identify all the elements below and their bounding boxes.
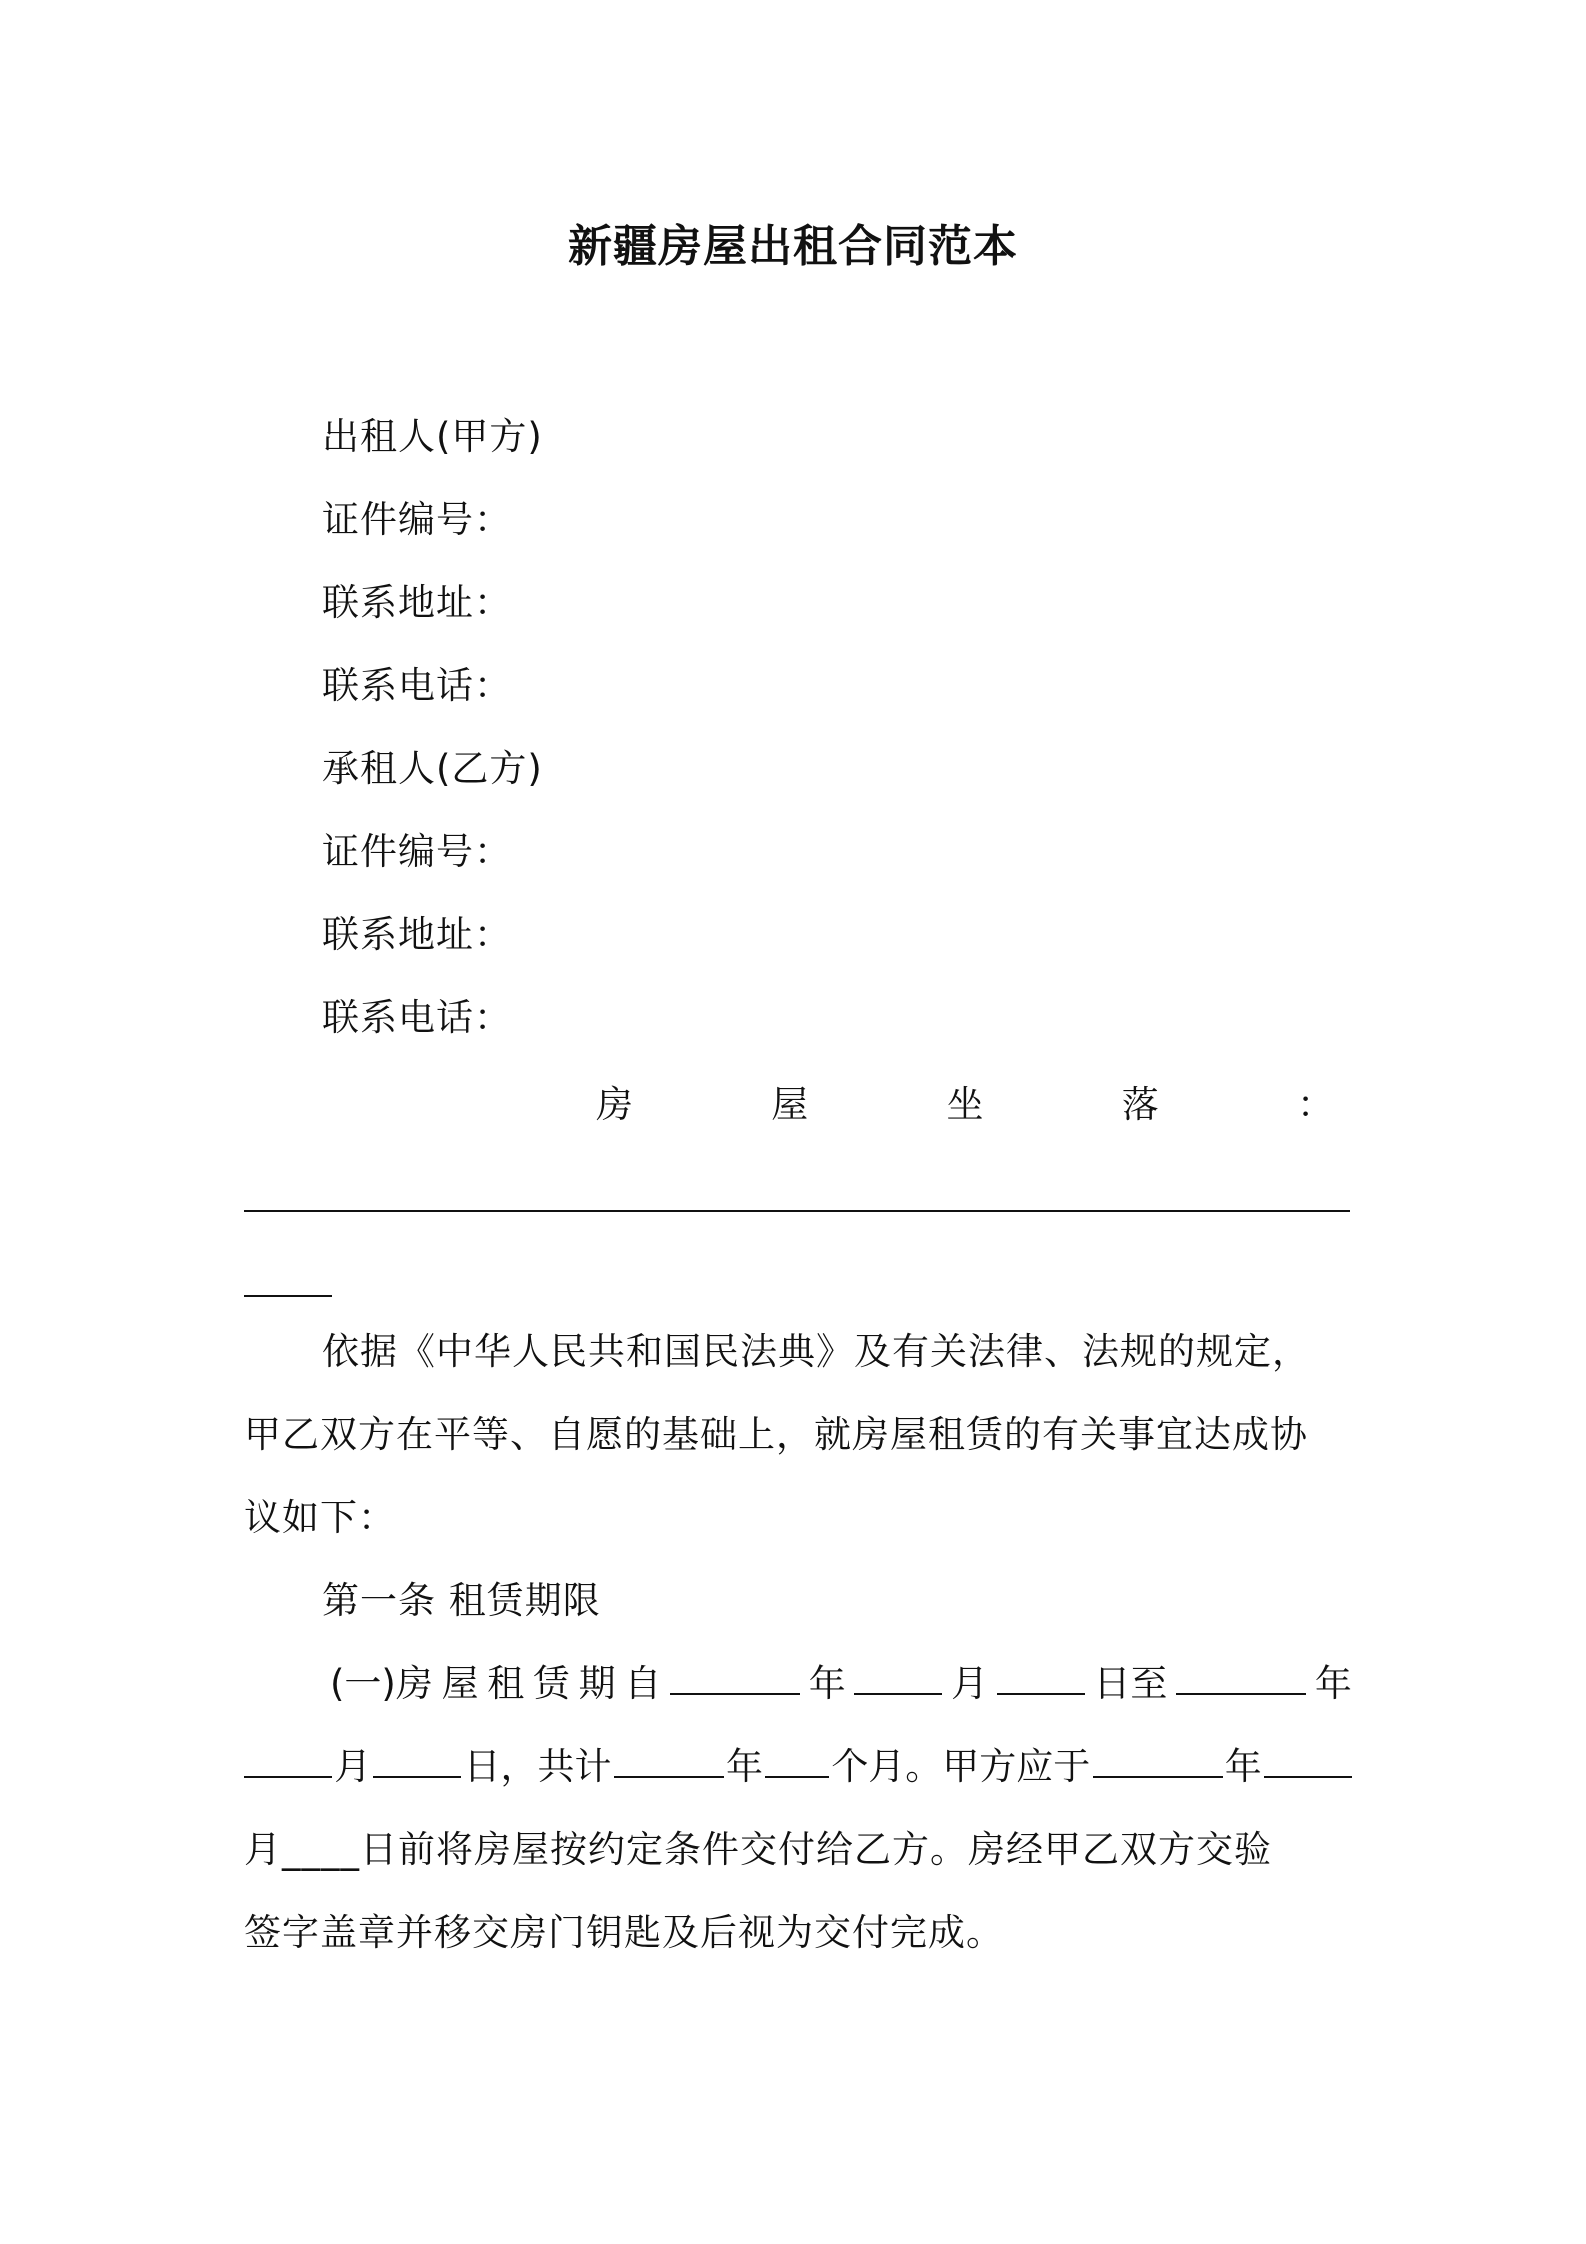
lessee-address-label: 联系地址： (322, 913, 512, 956)
location-char: ： (1297, 1083, 1334, 1126)
blank-field (244, 1742, 332, 1778)
intro-line: 议如下： (244, 1496, 396, 1539)
clause-text: 年 (1224, 1745, 1262, 1788)
property-location-label (596, 1080, 1334, 1130)
lessor-phone-label: 联系电话： (322, 664, 512, 707)
clause-text: 月 (951, 1662, 989, 1705)
location-blank-line (244, 1210, 1350, 1212)
blank-field (854, 1659, 942, 1695)
location-blank-line-continued (244, 1295, 332, 1297)
location-char: 落 (1121, 1083, 1159, 1126)
clause-text: (一)房 (330, 1662, 433, 1705)
clause-text: 日，共计 (463, 1745, 612, 1788)
clause-line: 月____日前将房屋按约定条件交付给乙方。房经甲乙双方交验 (244, 1828, 1272, 1871)
clause-text: 个月。甲方应于 (831, 1745, 1091, 1788)
clause-text: 年 (808, 1662, 846, 1705)
blank-field (1093, 1742, 1223, 1778)
clause-text: 租 (487, 1662, 525, 1705)
clause-text: 月 (334, 1745, 372, 1788)
blank-field (1176, 1659, 1306, 1695)
article-heading: 第一条 租赁期限 (322, 1579, 601, 1622)
blank-field (373, 1742, 461, 1778)
lessor-address-label: 联系地址： (322, 581, 512, 624)
blank-field (670, 1659, 800, 1695)
intro-line: 甲乙双方在平等、自愿的基础上，就房屋租赁的有关事宜达成协 (244, 1413, 1308, 1456)
intro-line: 依据《中华人民共和国民法典》及有关法律、法规的规定， (322, 1330, 1310, 1373)
clause-line (330, 1659, 1352, 1709)
clause-text: 自 (624, 1662, 662, 1705)
location-char: 屋 (771, 1083, 809, 1126)
clause-line: 签字盖章并移交房门钥匙及后视为交付完成。 (244, 1911, 1004, 1954)
blank-field (614, 1742, 724, 1778)
lessor-label: 出租人(甲方) (322, 415, 543, 458)
location-char: 房 (596, 1083, 633, 1126)
clause-text: 年 (1314, 1662, 1352, 1705)
lessee-label: 承租人(乙方) (322, 747, 543, 790)
lessee-phone-label: 联系电话： (322, 996, 512, 1039)
clause-text: 年 (725, 1745, 763, 1788)
clause-text: 赁 (532, 1662, 570, 1705)
clause-text: 日至 (1093, 1662, 1168, 1705)
lessor-id-label: 证件编号： (322, 498, 512, 541)
clause-line (244, 1742, 1352, 1792)
document-title: 新疆房屋出租合同范本 (568, 221, 1018, 272)
blank-field (1264, 1742, 1352, 1778)
lessee-id-label: 证件编号： (322, 830, 512, 873)
location-char: 坐 (946, 1083, 984, 1126)
blank-field (997, 1659, 1085, 1695)
clause-text: 期 (578, 1662, 616, 1705)
blank-field (765, 1742, 829, 1778)
clause-text: 屋 (441, 1662, 479, 1705)
